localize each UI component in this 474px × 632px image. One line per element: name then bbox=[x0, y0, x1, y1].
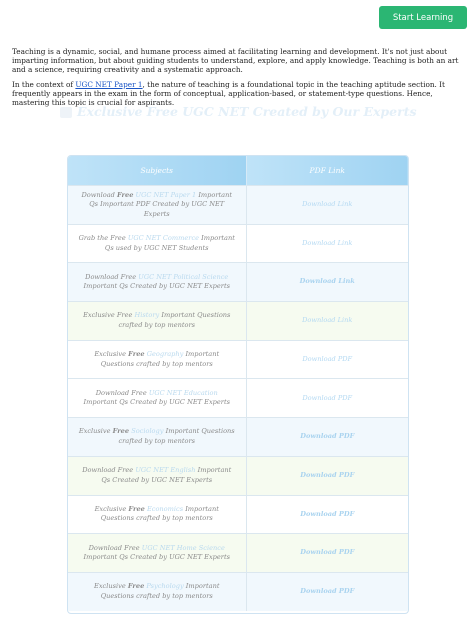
subject-cell bbox=[68, 340, 246, 379]
download-link[interactable]: Download PDF bbox=[302, 393, 353, 402]
pdf-link-cell bbox=[246, 418, 408, 457]
table-header-row bbox=[68, 156, 408, 186]
subject-name: UGC NET Paper 1 bbox=[135, 190, 197, 199]
subject-suffix: Important Qs Created by UGC NET Experts bbox=[83, 553, 230, 562]
subject-suffix: Important Qs Created by UGC NET Experts bbox=[101, 466, 232, 484]
pdf-link-cell bbox=[246, 224, 408, 263]
subject-name: UGC NET Commerce bbox=[127, 234, 200, 243]
table-row bbox=[68, 495, 408, 534]
subject-suffix: Important Qs Created by UGC NET Experts bbox=[83, 282, 230, 291]
subject-free-bold: Free bbox=[128, 350, 145, 359]
subject-name: Geography bbox=[146, 350, 184, 359]
subject-suffix: Important Questions crafted by top mentors bbox=[100, 504, 219, 523]
subject-name: History bbox=[134, 311, 160, 320]
subject-suffix: Important Qs Important PDF Created by UGC NET Experts bbox=[89, 190, 233, 218]
download-link[interactable]: Download Link bbox=[302, 316, 353, 325]
table-row bbox=[68, 263, 408, 302]
section-title-text: Exclusive Free UGC NET Created by Our Experts bbox=[77, 104, 417, 119]
download-link[interactable]: Download PDF bbox=[300, 586, 355, 595]
subject-cell bbox=[68, 379, 246, 418]
intro-p2-before: In the context of bbox=[12, 79, 76, 89]
subject-cell bbox=[68, 534, 246, 573]
ugc-net-paper-1-link[interactable]: UGC NET Paper 1 bbox=[75, 79, 143, 89]
download-link[interactable]: Download Link bbox=[299, 277, 355, 286]
intro-p2-after: , the nature of teaching is a foundational topic in the teaching aptitude section. It frequently appears in the exam in the form of conceptual, application-based, or statement-type questions. Hence, mastering this topic is crucial for aspirants. bbox=[12, 79, 445, 107]
subject-prefix: Exclusive bbox=[94, 504, 127, 513]
top-bar bbox=[0, 0, 474, 36]
book-icon bbox=[60, 107, 72, 118]
subject-cell bbox=[68, 456, 246, 495]
table-row bbox=[68, 186, 408, 225]
subject-prefix: Download Free bbox=[82, 466, 134, 475]
download-link[interactable]: Download PDF bbox=[302, 354, 353, 363]
subject-prefix: Exclusive bbox=[94, 582, 126, 591]
pdf-link-cell bbox=[246, 263, 408, 302]
subject-name: Psychology bbox=[146, 582, 184, 591]
subject-suffix: Important Questions crafted by top mentors bbox=[100, 582, 220, 600]
pdf-link-cell bbox=[246, 340, 408, 379]
pdf-link-cell bbox=[246, 302, 408, 341]
subject-free-bold: Free bbox=[127, 582, 145, 591]
subject-name: Economics bbox=[146, 504, 184, 513]
download-link[interactable]: Download PDF bbox=[300, 509, 355, 518]
pdf-link-cell bbox=[246, 186, 408, 225]
subject-cell bbox=[68, 186, 246, 225]
table-row bbox=[68, 379, 408, 418]
pdf-link-cell bbox=[246, 534, 408, 573]
subject-cell bbox=[68, 572, 246, 610]
subject-prefix: Download Free bbox=[95, 388, 147, 397]
header-pdf-link: PDF Link bbox=[246, 156, 408, 186]
subject-cell bbox=[68, 302, 246, 341]
table-row bbox=[68, 340, 408, 379]
pdf-link-cell bbox=[246, 456, 408, 495]
subject-name: Sociology bbox=[131, 427, 164, 436]
subject-cell bbox=[68, 418, 246, 457]
subject-prefix: Exclusive bbox=[94, 350, 127, 359]
subject-free-bold: Free bbox=[116, 190, 134, 199]
table-row bbox=[68, 534, 408, 573]
subject-suffix: Important Questions crafted by top mentors bbox=[100, 350, 220, 368]
subject-suffix: Important Questions crafted by top mentors bbox=[118, 427, 235, 445]
table-row bbox=[68, 224, 408, 263]
subject-free-bold: Free bbox=[128, 504, 145, 513]
subject-name: UGC NET Home Science bbox=[141, 543, 225, 552]
download-link[interactable]: Download PDF bbox=[300, 548, 355, 557]
subject-name: UGC NET Political Science bbox=[138, 272, 229, 281]
subject-cell bbox=[68, 224, 246, 263]
subject-free-bold: Free bbox=[112, 427, 130, 436]
pdf-link-cell bbox=[246, 495, 408, 534]
subject-cell bbox=[68, 495, 246, 534]
subject-prefix: Exclusive bbox=[78, 427, 111, 436]
table-row bbox=[68, 418, 408, 457]
download-link[interactable]: Download Link bbox=[302, 200, 353, 209]
subject-name: UGC NET English bbox=[135, 466, 196, 475]
subject-prefix: Download bbox=[81, 190, 115, 199]
section-title bbox=[60, 104, 440, 119]
download-link[interactable]: Download PDF bbox=[300, 432, 355, 441]
subject-prefix: Download Free bbox=[88, 543, 140, 552]
table-row bbox=[68, 572, 408, 610]
subject-suffix: Important Qs used by UGC NET Students bbox=[104, 234, 235, 252]
intro-paragraph-1: Teaching is a dynamic, social, and humane process aimed at facilitating learning and development. It's not just about imparting information, but about guiding students to understand, explore, and apply knowledge. Teaching is both an art and a science, requiring creativity and a systematic approach. bbox=[12, 47, 459, 74]
table-row bbox=[68, 456, 408, 495]
subject-prefix: Exclusive Free bbox=[83, 311, 133, 320]
subject-suffix: Important Questions crafted by top mentors bbox=[118, 311, 231, 329]
subject-name: UGC NET Education bbox=[148, 388, 218, 397]
resources-table bbox=[67, 155, 409, 614]
header-subjects: Subjects bbox=[68, 156, 246, 186]
subject-prefix: Grab the Free bbox=[78, 234, 126, 243]
subject-cell bbox=[68, 263, 246, 302]
pdf-link-cell bbox=[246, 379, 408, 418]
subject-prefix: Download Free bbox=[85, 272, 137, 281]
subject-suffix: Important Qs Created by UGC NET Experts bbox=[83, 398, 230, 407]
pdf-link-cell bbox=[246, 572, 408, 610]
download-link[interactable]: Download PDF bbox=[300, 470, 355, 479]
download-link[interactable]: Download Link bbox=[302, 238, 353, 247]
table-row bbox=[68, 302, 408, 341]
start-learning-button[interactable]: Start Learning bbox=[379, 6, 467, 29]
